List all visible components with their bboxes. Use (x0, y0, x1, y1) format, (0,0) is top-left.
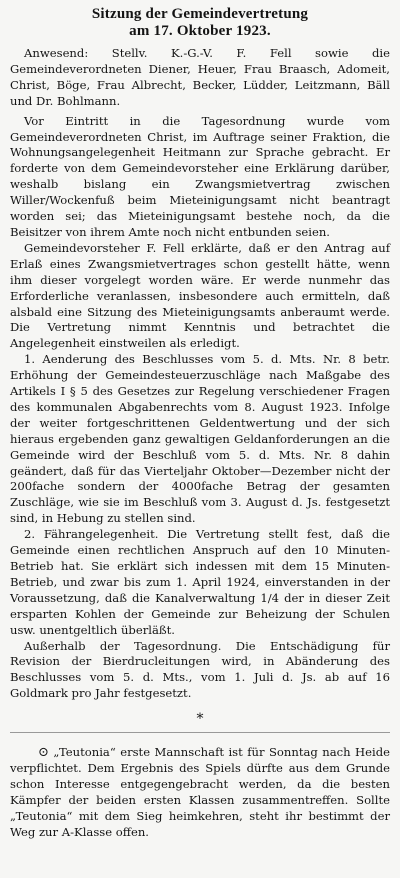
paragraph-mayor-statement: Gemeindevorsteher F. Fell erklärte, daß er den Antrag auf Erlaß eines Zwangsmietvertrages schon gestellt hätte, wenn ihm dieser vorgelegt worden wäre. Er werde nunmehr das Erforderliche veranlassen, insbesondere auch ermitteln, daß alsbald eine Sitzung des Mieteinigungsamts anberaumt werde. Die Vertretung nimmt Kenntnis und betrachtet die Angelegenheit einstweilen als erledigt. (10, 240, 390, 351)
sport-notice-text: „Teutonia“ erste Mannschaft ist für Sonntag nach Heide verpflichtet. Dem Ergebnis des Spiels dürfte aus dem Grunde schon Interesse entgegengebracht werden, da die besten Kämpfer der beiden ersten Klassen zusammentreffen. Sollte „Teutonia“ mit dem Sieg heimkehren, steht ihr bestimmt der Weg zur A-Klasse offen. (10, 745, 390, 839)
paragraph-housing-issue: Vor Eintritt in die Tagesordnung wurde vom Gemeindeverordneten Christ, im Auftrage seiner Fraktion, die Wohnungsangelegenheit Heitmann zur Sprache gebracht. Er forderte von dem Gemeindevorsteher eine Erklärung darüber, weshalb bislang ein Zwangsmietvertrag zwischen Willer/Wockenfuß beim Mieteinigungsamt nicht beantragt worden sei; das Mieteinigungsamt bestehe noch, da die Beisitzer von ihrem Amte noch nicht entbunden seien. (10, 113, 390, 239)
attendance-paragraph: Anwesend: Stellv. K.-G.-V. F. Fell sowie die Gemeindeverordneten Diener, Heuer, Frau Braasch, Adomeit, Christ, Böge, Frau Albrecht, Becker, Lüdder, Leitzmann, Bäll und Dr. Bohlmann. (10, 46, 390, 108)
section-separator: * (196, 711, 204, 728)
divider (10, 732, 390, 733)
paragraph-tax-amendment: 1. Aenderung des Beschlusses vom 5. d. Mts. Nr. 8 betr. Erhöhung der Gemeindesteuerzuschläge nach Maßgabe des Artikels I § 5 des Gesetzes zur Regelung verschiedener Fragen des kommunalen Abgabenrechts vom 8. August 1923. Infolge der weiter fortgeschrittenen Geldentwertung und der sich hieraus ergebenden ganz gewaltigen Geldanforderungen an die Gemeinde wird der Beschluß vom 5. d. Mts. Nr. 8 dahin geändert, daß für das Vierteljahr Oktober—Dezember nicht der 200fache sondern der 4000fache Betrag der gesamten Zuschläge, wie sie im Beschluß vom 3. August d. Js. festgesetzt sind, in Hebung zu stellen sind. (10, 352, 390, 526)
sport-notice (10, 745, 390, 840)
circle-marker-icon: ⊙ (38, 745, 49, 761)
article-title: Sitzung der Gemeindevertretung (91, 6, 309, 22)
paragraph-ferry-matter: 2. Fährangelegenheit. Die Vertretung stellt fest, daß die Gemeinde einen rechtlichen Anspruch auf den 10 Minuten-Betrieb hat. Sie erklärt sich indessen mit dem 15 Minuten-Betrieb, und zwar bis zum 1. April 1924, einverstanden in der Voraussetzung, daß die Kanalverwaltung 1/4 der in dieser Zeit ersparten Kohlen der Gemeinde zur Beheizung der Schulen usw. unentgeltlich überläßt. (10, 527, 390, 637)
paragraph-extra-agenda: Außerhalb der Tagesordnung. Die Entschädigung für Revision der Bierdrucleitungen wird, in Abänderung des Beschlusses vom 5. d. Mts., vom 1. Juli d. Js. ab auf 16 Goldmark pro Jahr festgesetzt. (10, 638, 390, 701)
article-date: am 17. Oktober 1923. (129, 23, 271, 39)
